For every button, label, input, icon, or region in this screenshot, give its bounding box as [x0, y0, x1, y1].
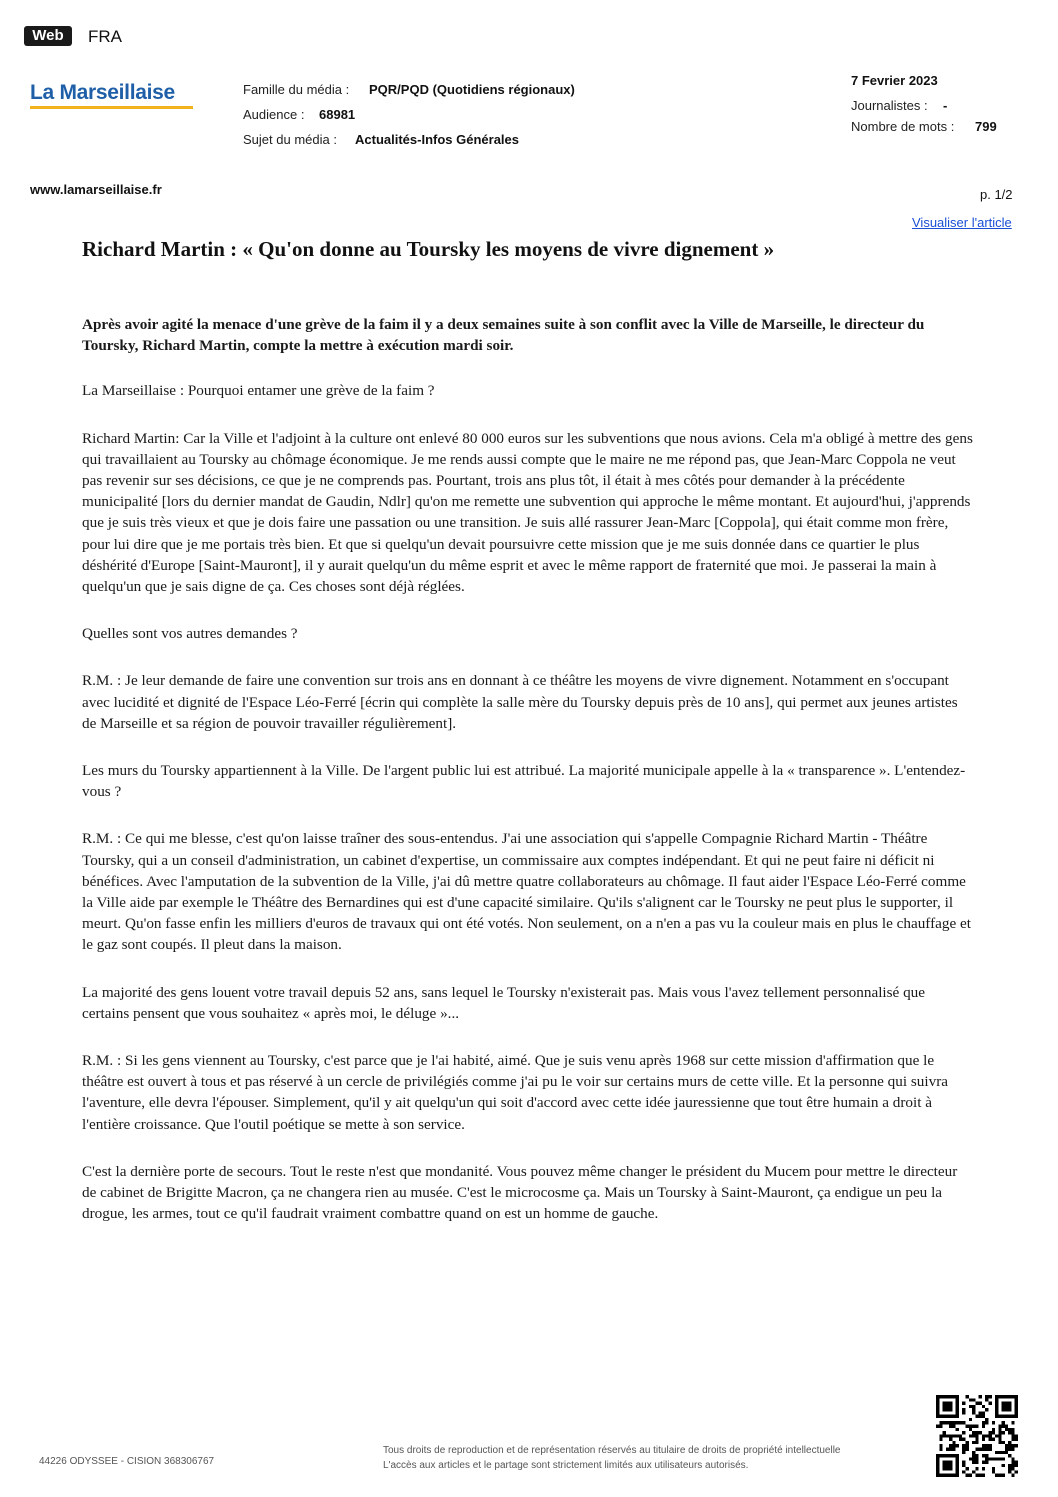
journalists-label: Journalistes :: [851, 98, 928, 113]
article-paragraph: R.M. : Ce qui me blesse, c'est qu'on laisse traîner des sous-entendus. J'ai une association qui s'appelle Compagnie Richard Martin - Théâtre Toursky, qui a un conseil d'administration, un cabinet d'expertise, un commissaire aux comptes indépendant. Et qui ne peut faire ni déficit ni bénéfices. Avec l'amputation de la subvention de la Ville, j'ai dû mettre quatre collaborateurs au chômage. Il faut aider l'Espace Léo-Ferré comme la Ville aide par exemple le Théâtre des Bernardines qui est d'une capacité similaire. Qu'ils s'alignent car le Toursky ne peut plus le supporter, il meurt. Qu'on fasse enfin les milliers d'euros de travaux qui ont été votés. Non seulement, on a n'en a pas vu la couleur mais en plus le chauffage et le gaz sont coupés. Il pleut dans la maison.: [82, 830, 971, 954]
footer-rights: [383, 1443, 943, 1473]
footer-rights-line-2: L'accès aux articles et le partage sont strictement limités aux utilisateurs autorisés.: [383, 1460, 749, 1471]
logo-underline: [30, 106, 193, 109]
language-code: FRA: [88, 27, 122, 46]
web-badge: Web: [24, 26, 72, 46]
media-subject-value: Actualités-Infos Générales: [355, 132, 519, 147]
article-paragraph: R.M. : Si les gens viennent au Toursky, c'est parce que je l'ai habité, aimé. Que je suis venu après 1968 sur cette mission d'affirmation que le théâtre est ouvert à tous et pas réservé à un cercle de privilégiés comme j'ai pu le voir sur certains murs de cette ville. Et la personne qui suivra l'aventure, elle devra l'épouser. Simplement, qu'il y ait quelqu'un qui soit d'accord avec cette idée jauressienne que tout être humain a droit à l'entière croissance. Que l'outil poétique se mette à son service.: [82, 1052, 948, 1133]
article-body: [82, 314, 974, 1251]
article-lead: Après avoir agité la menace d'une grève de la faim il y a deux semaines suite à son conflit avec la Ville de Marseille, le directeur du Toursky, Richard Martin, compte la mettre à exécution mardi soir.: [82, 316, 925, 355]
page-number: p. 1/2: [980, 187, 1013, 202]
article-paragraph: Richard Martin: Car la Ville et l'adjoint à la culture ont enlevé 80 000 euros sur les subventions que nous avions. Cela m'a obligé à mettre des gens qui travaillaient au Toursky au chômage économique. Je me rends aussi compte que le maire ne me répond pas, que Jean-Marc Coppola ne veut pas revenir sur ses décisions, ce que je ne comprends pas. Pourtant, trois ans plus tôt, il était à mes côtés pour demander à la précédente municipalité [lors du dernier mandat de Gaudin, Ndlr] qu'on me remette une subvention qui approche le même montant. Et aujourd'hui, j'apprends que je suis très vieux et que je dois faire une passation ou une transition. Je suis allé rassurer Jean-Marc [Coppola], qui était comme mon frère, pour lui dire que je me portais très bien. Et que si quelqu'un devait poursuivre cette mission que je me suis donnée dans ce quartier le plus déshérité d'Europe [Saint-Mauront], il y aurait quelqu'un du même esprit et avec le même rapport de fraternité que moi. Je passerai la main à quelqu'un que je sais digne de ça. Ces choses sont déjà réglées.: [82, 429, 973, 596]
audience-value: 68981: [319, 107, 356, 122]
article-paragraph: Quelles sont vos autres demandes ?: [82, 625, 298, 643]
journalists-value: -: [943, 98, 948, 113]
footer-reference: 44226 ODYSSEE - CISION 368306767: [39, 1456, 215, 1467]
qr-code-icon[interactable]: [936, 1395, 1018, 1477]
publication-logo: La Marseillaise: [30, 81, 175, 104]
article-title: Richard Martin : « Qu'on donne au Toursky les moyens de vivre dignement »: [82, 237, 775, 261]
article-paragraph: C'est la dernière porte de secours. Tout le reste n'est que mondanité. Vous pouvez même changer le président du Mucem pour mettre le directeur de cabinet de Brigitte Macron, ça ne changera rien au musée. C'est le microcosme ça. Mais un Toursky à Saint-Mauront, ça endigue un peu la drogue, les armes, tout ce qu'il faudrait vraiment combattre quand on est un homme de gauche.: [82, 1162, 958, 1223]
media-subject-label: Sujet du média :: [243, 132, 337, 147]
audience-label: Audience :: [243, 107, 305, 122]
article-paragraph: La Marseillaise : Pourquoi entamer une grève de la faim ?: [82, 382, 435, 400]
qr-code-graphic: [936, 1395, 1018, 1477]
media-family-value: PQR/PQD (Quotidiens régionaux): [369, 82, 575, 97]
view-article-link[interactable]: Visualiser l'article: [912, 215, 1012, 230]
word-count-value: 799: [975, 119, 997, 134]
article-paragraph: La majorité des gens louent votre travail depuis 52 ans, sans lequel le Toursky n'existerait pas. Mais vous l'avez tellement personnalisé que certains pensent que vous souhaitez « après moi, le déluge »...: [82, 983, 926, 1022]
publication-date: 7 Fevrier 2023: [851, 73, 938, 88]
word-count-label: Nombre de mots :: [851, 119, 955, 134]
footer-rights-line-1: Tous droits de reproduction et de représentation réservés au titulaire de droits de propriété intellectuelle: [383, 1445, 841, 1456]
website-url: www.lamarseillaise.fr: [30, 182, 162, 197]
article-paragraph: Les murs du Toursky appartiennent à la Ville. De l'argent public lui est attribué. La majorité municipale appelle à la « transparence ». L'entendez-vous ?: [82, 762, 966, 801]
article-paragraph: R.M. : Je leur demande de faire une convention sur trois ans en donnant à ce théâtre les moyens de vivre dignement. Notamment en s'occupant avec lucidité et dignité de l'Espace Léo-Ferré [écrin qui complète la salle mère du Toursky depuis près de 10 ans], qui permet aux jeunes artistes de Marseille et sa région de pouvoir travailler régulièrement].: [82, 672, 958, 732]
media-family-label: Famille du média :: [243, 82, 350, 97]
